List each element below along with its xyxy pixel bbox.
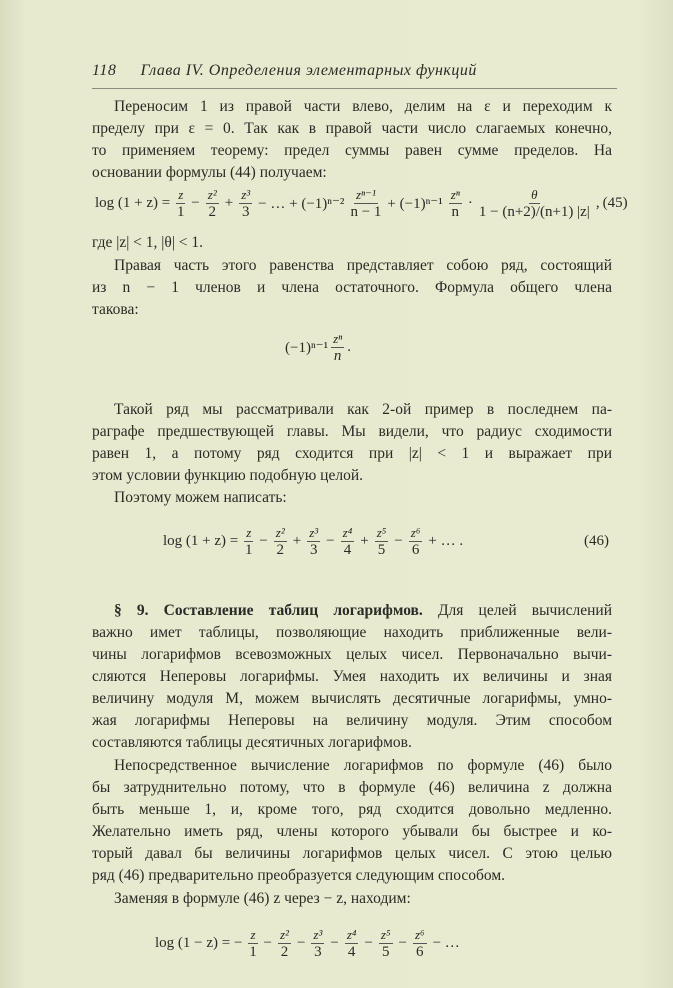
denominator: 1	[249, 944, 257, 960]
operator: −	[191, 195, 200, 211]
operator: −	[263, 935, 272, 951]
text-line: Непосредственное вычисление логарифмов по формуле (46) было	[114, 757, 612, 774]
numerator: z³	[241, 187, 251, 202]
text-line: основании формулы (44) получаем:	[92, 164, 327, 181]
denominator: 3	[309, 542, 318, 558]
denominator: 2	[208, 204, 216, 220]
series-term	[311, 926, 324, 961]
denominator: n	[451, 204, 460, 220]
formula-lhs: log (1 + z) =	[95, 195, 171, 211]
text-line: быть меньше 1, и, кроме того, ряд сходится довольно медленно.	[92, 801, 612, 818]
numerator: z⁴	[346, 927, 357, 942]
operator: −	[364, 935, 373, 951]
formula-lhs: log (1 + z) =	[163, 533, 239, 549]
text-line: раграфе предшествующей главы. Мы видели, что радиус сходимости	[92, 423, 612, 440]
series-term	[341, 524, 355, 559]
series-term	[206, 186, 219, 221]
series-term	[379, 926, 393, 961]
gt-den: n	[333, 348, 342, 364]
operator: −	[259, 533, 268, 549]
series-term	[449, 186, 462, 221]
text-line: из n − 1 членов и члена остаточного. Формула общего члена	[92, 279, 612, 296]
operator: −	[398, 935, 407, 951]
denominator: 5	[381, 944, 390, 960]
general-term-formula	[285, 330, 351, 365]
denominator: 5	[377, 542, 386, 558]
section-heading: § 9. Составление таблиц логарифмов.	[114, 602, 423, 619]
operator: − … + (−1)ⁿ⁻²	[258, 196, 345, 212]
operator: −	[326, 533, 335, 549]
text-line: Переносим 1 из правой части влево, делим на ε и переходим к	[114, 98, 612, 115]
denominator: 2	[280, 944, 289, 960]
series-term	[307, 524, 320, 559]
denominator: n − 1	[350, 204, 382, 220]
numerator: zⁿ⁻¹	[355, 187, 376, 202]
header-rule	[92, 88, 617, 89]
text-line: жая логарифмы Неперовы на величину модуля. Этим способом	[92, 712, 612, 729]
gt-num: zⁿ	[333, 331, 343, 346]
denominator: 3	[314, 944, 322, 960]
denominator: 6	[411, 542, 420, 558]
series-term	[278, 926, 291, 961]
text-line: составляются таблицы десятичных логарифмов.	[92, 734, 412, 751]
text-line: ряд (46) предварительно преобразуется следующим способом.	[92, 867, 506, 884]
text-line: этом условии функцию подобную целой.	[92, 467, 363, 484]
text-line: Такой ряд мы рассматривали как 2-ой пример в последнем па-	[114, 401, 612, 418]
series-term	[413, 926, 427, 961]
equation-number: (45)	[602, 195, 628, 211]
text-line: сляются Неперовы логарифмы. Умея находить их величины и зная	[92, 668, 612, 685]
operator: +	[292, 533, 302, 549]
operator: −	[330, 935, 339, 951]
numerator: z²	[207, 187, 217, 202]
series-term	[248, 926, 257, 961]
series-term	[345, 926, 359, 961]
denominator: 4	[347, 944, 356, 960]
numerator: z³	[313, 927, 323, 942]
text-line: торый давал бы величины логарифмов целых чисел. С этою целью	[92, 845, 612, 862]
text-line: такова:	[92, 301, 139, 318]
series-term	[409, 524, 423, 559]
numerator: z⁶	[414, 927, 425, 942]
conditions: где |z| < 1, |θ| < 1.	[92, 234, 204, 251]
text-line: бы затруднительно потому, что в формуле (46) величина z должна	[92, 779, 612, 796]
formula-46	[160, 524, 612, 559]
operator: + (−1)ⁿ⁻¹	[387, 196, 443, 212]
section-heading-line	[92, 601, 612, 621]
operator: +	[224, 195, 234, 211]
formula-45	[92, 186, 628, 221]
numerator: θ	[531, 187, 538, 202]
gt-prefix: (−1)ⁿ⁻¹	[285, 340, 329, 356]
gt-suffix: .	[347, 339, 351, 355]
page-number: 118	[92, 62, 117, 79]
text-line: равен 1, а потому ряд сходится при |z| < 1 и выражает при	[92, 445, 612, 462]
numerator: z⁵	[380, 927, 391, 942]
denominator: 4	[343, 542, 352, 558]
series-term	[274, 524, 287, 559]
numerator: z³	[309, 525, 319, 540]
text-line: важно имет таблицы, позволяющие находить приближенные вели-	[92, 624, 612, 641]
denominator: 2	[276, 542, 284, 558]
series-tail: − …	[432, 935, 460, 951]
text-line: пределу при ε = 0. Так как в правой части число слагаемых конечно,	[92, 120, 612, 137]
text-line: чины логарифмов всевозможных целых чисел. Первоначально вычи-	[92, 646, 612, 663]
formula-lhs: log (1 − z) = −	[155, 935, 243, 951]
denominator: 3	[241, 204, 250, 220]
series-term	[350, 186, 381, 221]
operator: −	[394, 533, 403, 549]
numerator: z⁴	[342, 525, 353, 540]
formula-47	[152, 926, 463, 961]
series-tail: + … .	[428, 533, 464, 549]
numerator: z⁶	[410, 525, 421, 540]
text-line: величину модуля M, можем вычислять десятичные логарифмы, умно-	[92, 690, 612, 707]
chapter-title: Глава IV. Определения элементарных функций	[140, 62, 477, 79]
numerator: zⁿ	[450, 187, 460, 202]
equation-number: (46)	[584, 533, 609, 549]
operator: ,	[595, 195, 600, 211]
operator: ·	[467, 195, 473, 211]
denominator: 6	[416, 944, 424, 960]
denominator: 1	[177, 204, 185, 220]
running-header	[92, 62, 612, 80]
series-term	[375, 524, 389, 559]
remainder-term	[479, 186, 590, 221]
denominator: 1 − (n+2)/(n+1) |z|	[478, 204, 590, 220]
series-term	[244, 524, 253, 559]
numerator: z	[250, 927, 256, 942]
numerator: z⁵	[376, 525, 387, 540]
text-line: Поэтому можем написать:	[114, 489, 287, 506]
operator: +	[360, 533, 369, 549]
series-term	[239, 186, 252, 221]
numerator: z²	[275, 525, 285, 540]
denominator: 1	[245, 542, 253, 558]
text-line: то применяем теорему: предел суммы равен сумме пределов. На	[92, 142, 612, 159]
text-line: Заменяя в формуле (46) z через − z, находим:	[114, 890, 411, 907]
numerator: z²	[279, 927, 289, 942]
text-line: Желательно иметь ряд, члены которого убывали бы быстрее и ко-	[92, 823, 612, 840]
numerator: z	[246, 525, 252, 540]
text-line: Правая часть этого равенства представляет собою ряд, состоящий	[114, 257, 612, 274]
numerator: z	[178, 187, 184, 202]
operator: −	[296, 935, 306, 951]
series-term	[176, 186, 185, 221]
text-span: Для целей вычислений	[437, 602, 612, 619]
